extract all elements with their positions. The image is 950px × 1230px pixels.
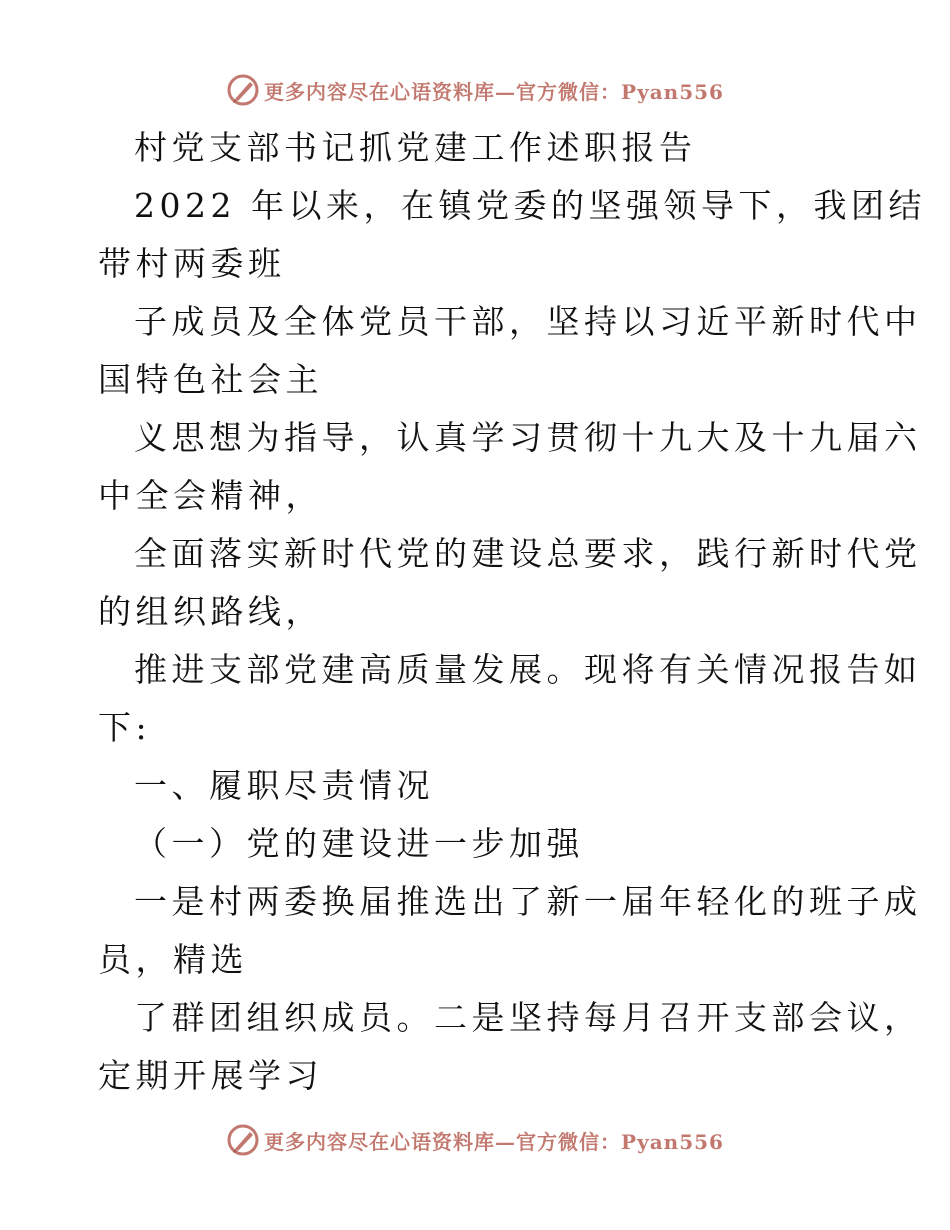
watermark-text: 更多内容尽在心语资料库—官方微信：Pyan556 (264, 79, 724, 104)
watermark-header (0, 70, 950, 110)
paragraph-line: 一是村两委换届推选出了新一届年轻化的班子成 (134, 882, 922, 921)
paragraph-line: 带村两委班 (98, 244, 286, 283)
watermark-footer (0, 1120, 950, 1160)
document-title: 村党支部书记抓党建工作述职报告 (134, 128, 697, 167)
paragraph-line: 国特色社会主 (98, 360, 323, 399)
paragraph-line: 了群团组织成员。二是坚持每月召开支部会议， (134, 998, 922, 1037)
paragraph-line: 员，精选 (98, 940, 248, 979)
paragraph-line: 下: (98, 708, 152, 747)
paragraph-line: 的组织路线， (98, 592, 323, 631)
paragraph-line: 中全会精神， (98, 476, 323, 515)
paragraph-line: 义思想为指导，认真学习贯彻十九大及十九届六 (134, 418, 922, 457)
paragraph-line: 子成员及全体党员干部，坚持以习近平新时代中 (134, 302, 922, 341)
quill-pen-logo-icon (226, 1123, 260, 1157)
quill-pen-logo-icon (226, 73, 260, 107)
subsection-heading: （一）党的建设进一步加强 (134, 824, 584, 863)
watermark-text: 更多内容尽在心语资料库—官方微信：Pyan556 (264, 1129, 724, 1154)
paragraph-line: 全面落实新时代党的建设总要求，践行新时代党 (134, 534, 922, 573)
paragraph-line: 2022 年以来，在镇党委的坚强领导下，我团结 (134, 186, 926, 225)
paragraph-line: 定期开展学习 (98, 1056, 323, 1095)
paragraph-line: 推进支部党建高质量发展。现将有关情况报告如 (134, 650, 922, 689)
section-heading: 一、履职尽责情况 (134, 766, 434, 805)
